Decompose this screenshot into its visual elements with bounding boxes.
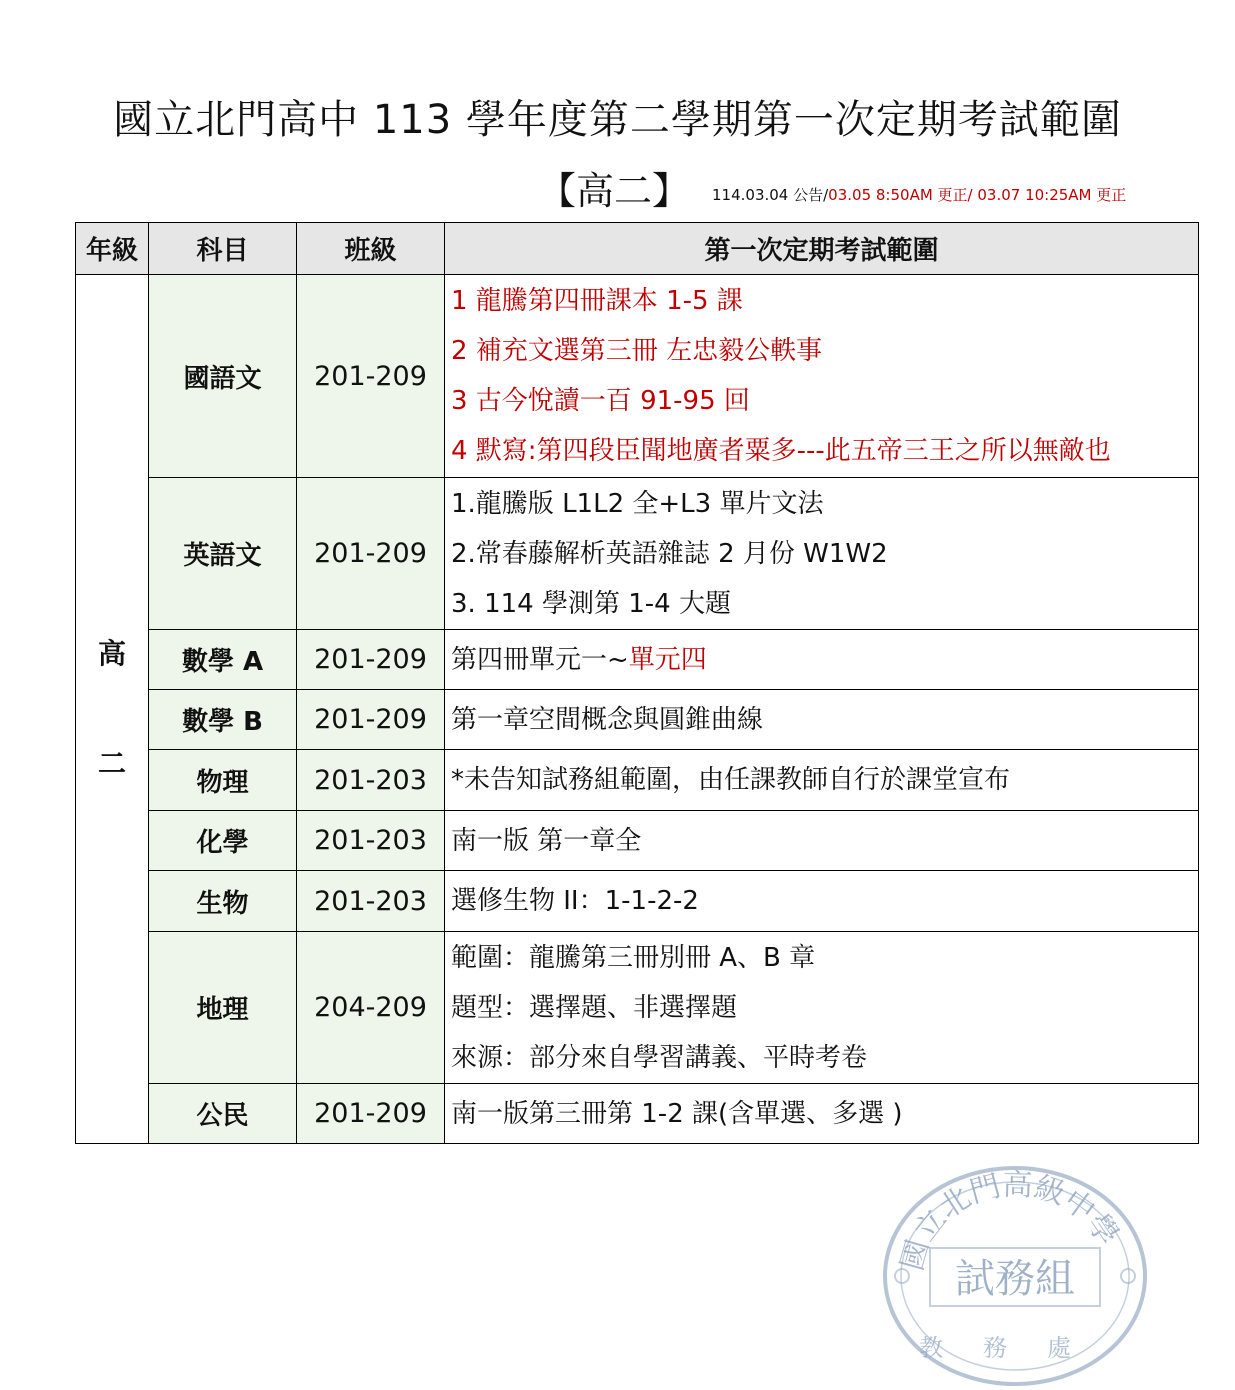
- table-row: [76, 750, 1199, 811]
- range-cell: [445, 630, 1199, 690]
- range-cell: 南一版第三冊第 1-2 課(含單選、多選 ): [445, 1084, 1199, 1144]
- subject-cell: 生物: [149, 871, 297, 932]
- grade-heading: 【高二】: [538, 169, 691, 213]
- subject-cell: 地理: [149, 932, 297, 1084]
- range-cell: 第一章空間概念與圓錐曲線: [445, 690, 1199, 750]
- header-row: [76, 223, 1199, 275]
- range-text-highlight: 單元四: [628, 644, 707, 675]
- seal-outer-text: 國立北門高級中學: [894, 1167, 1126, 1275]
- header-range: 第一次定期考試範圍: [445, 223, 1199, 275]
- grade-char-2: 二: [97, 747, 126, 780]
- classes-cell: 204-209: [297, 932, 445, 1084]
- classes-cell: 201-209: [297, 478, 445, 630]
- update-notice: [712, 184, 1126, 205]
- subject-cell: 公民: [149, 1084, 297, 1144]
- classes-cell: 201-209: [297, 275, 445, 478]
- range-line: 3. 114 學測第 1-4 大題: [451, 588, 731, 619]
- subject-cell: 化學: [149, 811, 297, 871]
- range-cell: 南一版 第一章全: [445, 811, 1199, 871]
- table-row: [76, 275, 1199, 478]
- table-row: [76, 630, 1199, 690]
- range-cell: [445, 478, 1199, 630]
- range-line: 範圍：龍騰第三冊別冊 A、B 章: [451, 942, 816, 973]
- table-row: [76, 811, 1199, 871]
- range-line: 題型：選擇題、非選擇題: [451, 992, 738, 1023]
- subject-cell: 數學 B: [149, 690, 297, 750]
- table-row: [76, 871, 1199, 932]
- classes-cell: 201-203: [297, 811, 445, 871]
- range-line: 2 補充文選第三冊 左忠毅公軼事: [451, 336, 823, 366]
- table-row: [76, 478, 1199, 630]
- subject-cell: 國語文: [149, 275, 297, 478]
- range-line: 1.龍騰版 L1L2 全+L3 單片文法: [451, 488, 824, 519]
- table-row: [76, 690, 1199, 750]
- header-subject: 科目: [149, 223, 297, 275]
- table-row: [76, 1084, 1199, 1144]
- seal-center-text: 試務組: [955, 1256, 1075, 1302]
- notice-announce: 114.03.04 公告/: [712, 186, 829, 204]
- range-cell: *未告知試務組範圍，由任課教師自行於課堂宣布: [445, 750, 1199, 811]
- classes-cell: 201-209: [297, 1084, 445, 1144]
- range-cell: 選修生物 II：1-1-2-2: [445, 871, 1199, 932]
- classes-cell: 201-203: [297, 871, 445, 932]
- grade-cell: [76, 275, 149, 1144]
- classes-cell: 201-209: [297, 630, 445, 690]
- subject-cell: 數學 A: [149, 630, 297, 690]
- header-classes: 班級: [297, 223, 445, 275]
- page-title: 國立北門高中 113 學年度第二學期第一次定期考試範圍: [113, 97, 1122, 143]
- range-line: 4 默寫:第四段臣聞地廣者粟多---此五帝三王之所以無敵也: [451, 436, 1111, 466]
- range-cell: [445, 932, 1199, 1084]
- official-seal-stamp: [880, 1158, 1150, 1388]
- notice-update-1: 03.05 8:50AM 更正/: [828, 186, 973, 204]
- classes-cell: 201-203: [297, 750, 445, 811]
- seal-ornament-icon: [895, 1269, 909, 1283]
- subject-cell: 英語文: [149, 478, 297, 630]
- seal-bottom-text: 教務處: [919, 1334, 1111, 1362]
- header-grade: 年級: [76, 223, 149, 275]
- subject-cell: 物理: [149, 750, 297, 811]
- range-line: 1 龍騰第四冊課本 1-5 課: [451, 286, 743, 316]
- subtitle-row: [0, 160, 1235, 213]
- exam-range-table: [75, 222, 1199, 1144]
- range-text: 第四冊單元一~: [451, 644, 629, 675]
- seal-ornament-icon: [1121, 1269, 1135, 1283]
- range-line: 來源：部分來自學習講義、平時考卷: [451, 1042, 868, 1073]
- table-row: [76, 932, 1199, 1084]
- range-cell: [445, 275, 1199, 478]
- grade-char-1: 高: [97, 637, 126, 670]
- range-line: 3 古今悅讀一百 91-95 回: [451, 386, 750, 416]
- notice-update-2: 03.07 10:25AM 更正: [972, 186, 1127, 204]
- range-line: 2.常春藤解析英語雜誌 2 月份 W1W2: [451, 538, 888, 569]
- classes-cell: 201-209: [297, 690, 445, 750]
